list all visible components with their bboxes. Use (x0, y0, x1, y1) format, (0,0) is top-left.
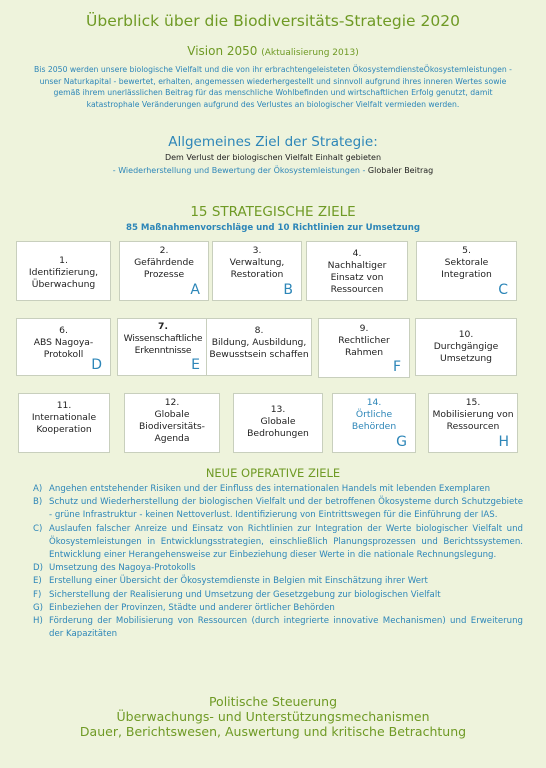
list-item (33, 483, 523, 496)
list-item (33, 615, 523, 641)
goal-letter: C (498, 282, 508, 298)
item-key: A) (33, 484, 43, 494)
goal-label: Rechtlicher Rahmen (338, 335, 390, 358)
vision-text: Bis 2050 werden unsere biologische Vielfalt und die von ihr erbrachtengeleisteten ÖkosystemdiensteÖkosystemleistungen - unser Naturkapital - bewertet, erhalten, angemessen wiederhergestellt und sinnvoll aufgrund ihres inneren Wertes sowie gemäß ihrem unerlässlichen Beitrag für das menschliche Wohlbefinden und wirtschaftlichen Erfolg genutzt, damit katastrophale Veränderungen aufgrund des Verlustes an biologischer Vielfalt vermieden werden. (34, 65, 512, 109)
goal-label: Bildung, Ausbildung, Bewusstsein schaffen (209, 337, 309, 360)
goal-box-3 (212, 241, 302, 301)
item-text: Erstellung einer Übersicht der Ökosystemdienste in Belgien mit Einschätzung ihrer Wert (49, 576, 428, 587)
goal-num: 7. (158, 321, 168, 332)
goal-num: 1. (59, 255, 68, 266)
goal-num: 14. (366, 397, 382, 408)
goal-num: 4. (352, 248, 362, 259)
list-item (33, 589, 523, 602)
general-goal-line2 (0, 166, 546, 175)
goal-box-4 (306, 241, 408, 301)
list-item (33, 575, 523, 588)
list-item (33, 523, 523, 563)
goal-box-13 (233, 393, 323, 453)
goal-box-15 (428, 393, 518, 453)
list-item (33, 562, 523, 575)
goal-num: 3. (252, 245, 262, 256)
goal-box-2 (119, 241, 209, 301)
goal-letter: G (396, 434, 407, 450)
goal-label: Wissenschaftliche Erkenntnisse (123, 333, 203, 356)
list-item (33, 602, 523, 615)
policy-section (0, 694, 546, 739)
strategic-goals-subheading: 85 Maßnahmenvorschläge und 10 Richtlinien zur Umsetzung (125, 223, 421, 233)
item-key: D) (33, 563, 43, 574)
goal-label: ABS Nagoya-Protokoll (33, 337, 94, 360)
item-text: Förderung der Mobilisierung von Ressourcen (durch integrierte innovative Mechanismen) und Erweiterung der Kapazitäten (49, 616, 523, 640)
goal-num: 13. (270, 404, 286, 415)
goal-num: 15. (465, 397, 481, 408)
item-key: C) (33, 523, 43, 534)
general-goal-global: Globaler Beitrag (367, 166, 434, 175)
policy-line2: Überwachungs- und Unterstützungsmechanismen (116, 709, 430, 724)
item-key: G) (33, 602, 44, 613)
goal-num: 8. (254, 325, 264, 336)
goal-label: Globale Biodiversitäts-Agenda (138, 409, 205, 444)
policy-line3: Dauer, Berichtswesen, Auswertung und kritische Betrachtung (79, 724, 467, 739)
operative-goals-list (33, 483, 523, 641)
goal-label: Durchgängige Umsetzung (433, 341, 499, 364)
item-text: Umsetzung des Nagoya-Protokolls (49, 563, 196, 574)
item-text: Schutz und Wiederherstellung der biologischen Vielfalt und der betroffenen Ökosysteme durch Schutzgebiete - grüne Infrastruktur - keinen Nettoverlust. Identifizierung von Eintrittswegen für die Einführung der IAS. (49, 497, 523, 521)
goal-label: Globale Bedrohungen (247, 416, 309, 439)
general-goal-heading: Allgemeines Ziel der Strategie: (168, 134, 378, 150)
goal-num: 12. (164, 397, 180, 408)
vision-heading (0, 44, 546, 58)
item-text: Angehen entstehender Risiken und der Einfluss des internationalen Handels mit lebenden Exemplaren (49, 484, 491, 494)
goal-label: Verwaltung, Restoration (229, 257, 285, 280)
goal-num: 5. (462, 245, 471, 256)
goal-box-14 (332, 393, 416, 453)
policy-line1: Politische Steuerung (208, 694, 338, 709)
item-key: F) (33, 589, 42, 600)
goal-label: Mobilisierung von Ressourcen (432, 409, 514, 432)
operative-goals-heading: NEUE OPERATIVE ZIELE (205, 466, 341, 480)
item-text: Auslaufen falscher Anreize und Einsatz von Richtlinien zur Integration der Werte biologischer Vielfalt und Ökosystemleistungen in Entwicklungsstrategien, einschließlich Planungsprozessen und Berichtssystemen. Entwicklung einer Herangehensweise zur Einbeziehung dieser Werte in die nationale Rechnungslegung. (49, 523, 523, 561)
strategic-goals-heading: 15 STRATEGISCHE ZIELE (190, 204, 356, 220)
goal-box-1 (16, 241, 111, 301)
vision-subtitle: (Aktualisierung 2013) (261, 48, 359, 58)
goal-label: Internationale Kooperation (31, 412, 97, 435)
goal-num: 10. (458, 329, 474, 340)
goal-num: 6. (59, 325, 68, 336)
goal-label: Gefährdende Prozesse (134, 257, 194, 280)
goal-box-9 (318, 318, 410, 378)
goal-label: Örtliche Behörden (351, 409, 397, 432)
general-goal-line1: Dem Verlust der biologischen Vielfalt Einhalt gebieten (164, 153, 382, 162)
goal-num: 11. (56, 400, 72, 411)
goal-letter: D (91, 357, 102, 373)
goal-label: Sektorale Integration (441, 257, 492, 280)
goal-box-6 (16, 318, 111, 376)
general-goal-restoration: - Wiederherstellung und Bewertung der Ökosystemleistungen - (112, 166, 366, 175)
item-text: Sicherstellung der Realisierung und Umsetzung der Gesetzgebung zur biologischen Vielfalt (49, 589, 441, 600)
goal-box-12 (124, 393, 220, 453)
goal-letter: F (392, 359, 401, 375)
goal-label: Identifizierung, Überwachung (28, 267, 99, 290)
item-key: E) (33, 576, 42, 587)
goal-box-11 (18, 393, 110, 453)
goal-box-5 (416, 241, 517, 301)
goal-box-7 (117, 318, 209, 376)
goal-num: 2. (159, 245, 169, 256)
item-text: Einbeziehen der Provinzen, Städte und anderer örtlicher Behörden (49, 602, 335, 613)
vision-title: Vision 2050 (187, 44, 258, 58)
item-key: H) (33, 616, 43, 627)
item-key: B) (33, 497, 43, 508)
goal-label: Nachhaltiger Einsatz von Ressourcen (327, 260, 387, 295)
goal-letter: A (190, 282, 200, 298)
goal-num: 9. (359, 323, 369, 334)
page-title: Überblick über die Biodiversitäts-Strategie 2020 (86, 12, 460, 30)
goal-letter: E (191, 357, 200, 373)
list-item (33, 496, 523, 522)
goal-letter: B (283, 282, 293, 298)
goal-box-8 (206, 318, 312, 376)
goal-letter: H (498, 434, 509, 450)
goal-box-10 (415, 318, 517, 376)
